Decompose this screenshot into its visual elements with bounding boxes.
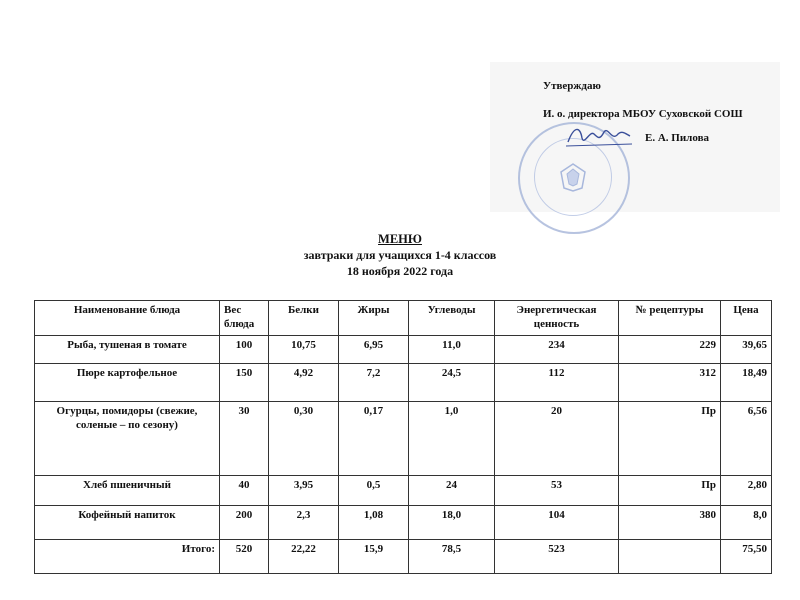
total-price: 75,50 (721, 540, 772, 574)
dish-fat: 1,08 (339, 506, 409, 540)
column-header-fat: Жиры (339, 301, 409, 336)
approval-block (490, 62, 780, 212)
total-fat: 15,9 (339, 540, 409, 574)
total-energy: 523 (495, 540, 619, 574)
dish-energy: 234 (495, 336, 619, 364)
table-row (35, 364, 772, 402)
dish-price: 2,80 (721, 476, 772, 506)
page-subtitle: завтраки для учащихся 1-4 классов (303, 248, 497, 262)
dish-energy: 20 (495, 402, 619, 476)
dish-carbs: 24,5 (409, 364, 495, 402)
dish-fat: 0,17 (339, 402, 409, 476)
column-header-carbs: Углеводы (409, 301, 495, 336)
dish-carbs: 18,0 (409, 506, 495, 540)
dish-name: Рыба, тушеная в томате (35, 336, 220, 364)
column-header-price: Цена (721, 301, 772, 336)
dish-protein: 0,30 (269, 402, 339, 476)
dish-recipe: Пр (619, 402, 721, 476)
dish-protein: 2,3 (269, 506, 339, 540)
dish-name: Огурцы, помидоры (свежие, соленые – по сезону) (35, 402, 220, 476)
dish-fat: 7,2 (339, 364, 409, 402)
column-header-protein: Белки (269, 301, 339, 336)
column-header-weight: Вес блюда (220, 301, 269, 336)
dish-protein: 4,92 (269, 364, 339, 402)
page-date: 18 ноября 2022 года (346, 264, 454, 278)
column-header-energy: Энергетическая ценность (495, 301, 619, 336)
dish-price: 8,0 (721, 506, 772, 540)
signature (564, 120, 634, 150)
dish-energy: 53 (495, 476, 619, 506)
dish-name: Кофейный напиток (35, 506, 220, 540)
dish-recipe: 229 (619, 336, 721, 364)
dish-weight: 100 (220, 336, 269, 364)
dish-protein: 3,95 (269, 476, 339, 506)
page-title: МЕНЮ (378, 232, 422, 246)
dish-name: Пюре картофельное (35, 364, 220, 402)
dish-weight: 30 (220, 402, 269, 476)
title-block (0, 231, 800, 279)
dish-name: Хлеб пшеничный (35, 476, 220, 506)
column-header-name: Наименование блюда (35, 301, 220, 336)
table-header-row (35, 301, 772, 336)
table-row (35, 506, 772, 540)
dish-carbs: 24 (409, 476, 495, 506)
dish-recipe: 380 (619, 506, 721, 540)
dish-protein: 10,75 (269, 336, 339, 364)
approval-line-position: И. о. директора МБОУ Суховской СОШ (543, 108, 743, 120)
emblem-icon (558, 162, 588, 192)
column-header-recipe: № рецептуры (619, 301, 721, 336)
dish-weight: 150 (220, 364, 269, 402)
total-label: Итого: (35, 540, 220, 574)
dish-carbs: 1,0 (409, 402, 495, 476)
table-row (35, 476, 772, 506)
table-total-row (35, 540, 772, 574)
dish-recipe: Пр (619, 476, 721, 506)
dish-fat: 0,5 (339, 476, 409, 506)
total-carbs: 78,5 (409, 540, 495, 574)
approval-line-name: Е. А. Пилова (645, 132, 710, 144)
dish-carbs: 11,0 (409, 336, 495, 364)
table-row (35, 402, 772, 476)
dish-energy: 112 (495, 364, 619, 402)
dish-price: 39,65 (721, 336, 772, 364)
dish-recipe: 312 (619, 364, 721, 402)
dish-fat: 6,95 (339, 336, 409, 364)
dish-price: 18,49 (721, 364, 772, 402)
approval-line-approve: Утверждаю (543, 80, 601, 92)
total-recipe (619, 540, 721, 574)
total-protein: 22,22 (269, 540, 339, 574)
dish-weight: 200 (220, 506, 269, 540)
table-row (35, 336, 772, 364)
dish-weight: 40 (220, 476, 269, 506)
total-weight: 520 (220, 540, 269, 574)
dish-energy: 104 (495, 506, 619, 540)
dish-price: 6,56 (721, 402, 772, 476)
menu-table (34, 300, 772, 574)
